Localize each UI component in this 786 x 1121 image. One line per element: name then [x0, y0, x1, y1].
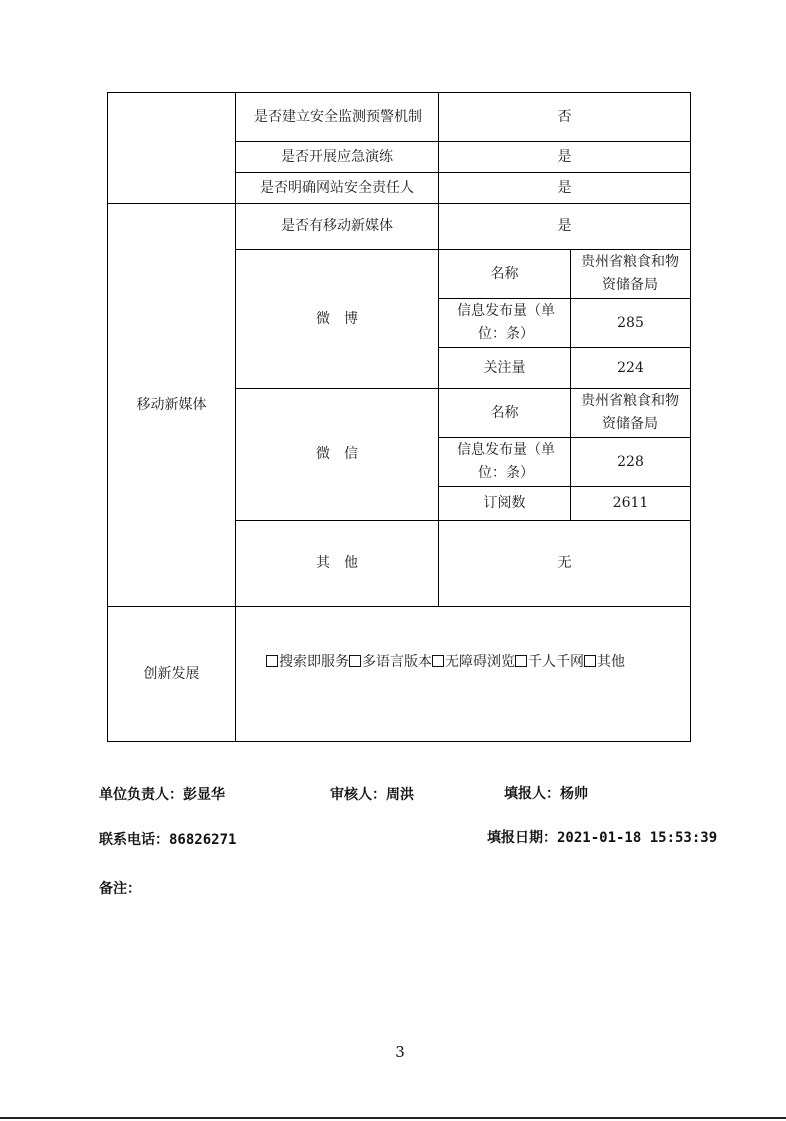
filler-value: 杨帅 [560, 786, 588, 802]
checkbox-other[interactable] [584, 655, 596, 667]
weibo-posts-label: 信息发布量（单位：条） [457, 303, 555, 342]
unit-head [99, 786, 225, 804]
weibo-name-label: 名称 [490, 265, 519, 282]
unit-head-value: 彭显华 [183, 787, 225, 803]
checkbox-multilingual[interactable] [349, 655, 361, 667]
wechat-subscribers-value: 2611 [612, 495, 649, 511]
unit-head-label: 单位负责人： [99, 787, 183, 803]
reviewer-value: 周洪 [386, 787, 414, 803]
checkbox-accessibility[interactable] [432, 655, 444, 667]
weibo-label: 微 博 [316, 310, 358, 327]
fill-date [487, 829, 717, 847]
option-other: 其他 [597, 654, 625, 670]
filler [504, 785, 588, 803]
reviewer-label: 审核人： [330, 787, 386, 803]
option-search-service: 搜索即服务 [279, 654, 349, 670]
checkbox-search-service[interactable] [266, 655, 278, 667]
mobile-media-section-label: 移动新媒体 [136, 396, 207, 413]
security-officer-value: 是 [557, 179, 572, 196]
remarks-label: 备注： [99, 881, 141, 897]
filler-label: 填报人： [504, 786, 560, 802]
weibo-name-value: 贵州省粮食和物资储备局 [581, 254, 679, 293]
wechat-subscribers-label: 订阅数 [483, 495, 526, 511]
security-monitoring-value: 否 [557, 108, 572, 125]
security-monitoring-label: 是否建立安全监测预警机制 [254, 108, 422, 125]
wechat-posts-label: 信息发布量（单位：条） [457, 442, 555, 481]
innovation-options [266, 652, 625, 672]
weibo-followers-value: 224 [617, 359, 644, 376]
page-number: 3 [395, 1043, 405, 1061]
option-multilingual: 多语言版本 [362, 654, 432, 670]
other-media-label: 其 他 [316, 555, 358, 571]
has-mobile-media-value: 是 [557, 218, 572, 234]
emergency-drill-label: 是否开展应急演练 [281, 148, 393, 165]
innovation-section-label: 创新发展 [143, 665, 200, 682]
option-personalized: 千人千网 [528, 654, 584, 670]
wechat-posts-value: 228 [617, 453, 644, 470]
checkbox-personalized[interactable] [515, 655, 527, 667]
table-bottom-border [107, 741, 691, 742]
reviewer [330, 786, 414, 804]
weibo-posts-value: 285 [617, 314, 644, 331]
phone-label: 联系电话： [99, 832, 169, 848]
weibo-followers-label: 关注量 [483, 359, 526, 376]
other-media-value: 无 [557, 555, 572, 571]
phone [99, 831, 236, 849]
phone-value: 86826271 [169, 832, 237, 848]
has-mobile-media-label: 是否有移动新媒体 [281, 218, 393, 234]
emergency-drill-value: 是 [557, 148, 572, 165]
fill-date-value: 2021-01-18 15:53:39 [557, 830, 718, 846]
wechat-name-value: 贵州省粮食和物资储备局 [581, 393, 679, 432]
wechat-label: 微 信 [316, 446, 358, 462]
wechat-name-label: 名称 [490, 404, 519, 421]
table-right-border [690, 92, 691, 742]
fill-date-label: 填报日期： [487, 830, 557, 846]
bottom-rule [0, 1117, 786, 1119]
option-accessibility: 无障碍浏览 [445, 654, 515, 670]
security-officer-label: 是否明确网站安全责任人 [260, 179, 414, 196]
